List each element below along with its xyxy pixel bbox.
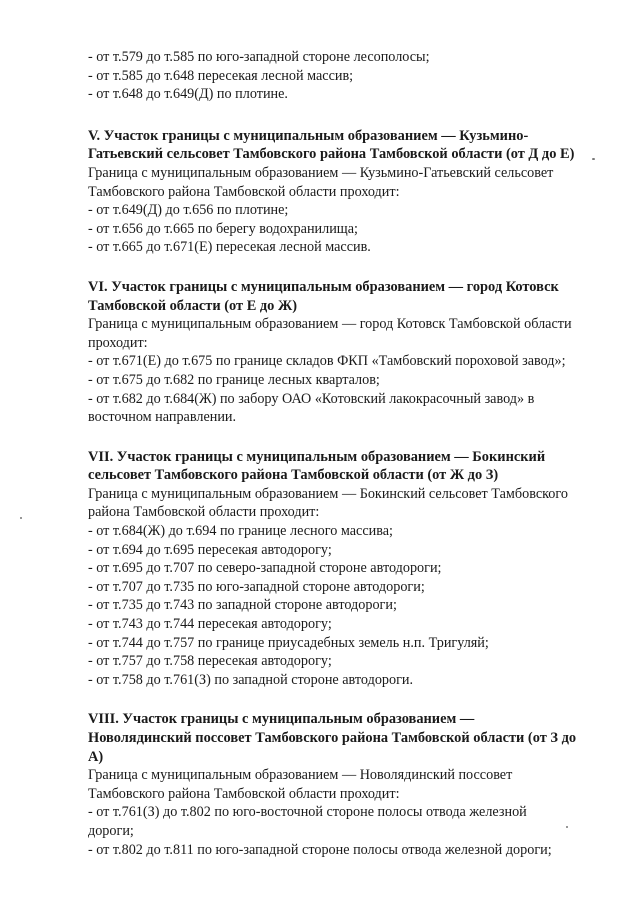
section-heading-line: VIII. Участок границы с муниципальным образованием — xyxy=(88,711,475,728)
list-item: - от т.694 до т.695 пересекая автодорогу; xyxy=(88,541,332,558)
section-heading-line: VII. Участок границы с муниципальным образованием — Бокинский xyxy=(88,448,546,465)
section-text-line: проходит: xyxy=(88,334,148,351)
scan-speck xyxy=(20,517,22,519)
list-item: - от т.656 до т.665 по берегу водохранилища; xyxy=(88,220,358,237)
section-heading-line: V. Участок границы с муниципальным образованием — Кузьмино- xyxy=(88,127,529,144)
section-heading-line: А) xyxy=(88,748,104,765)
intro-list xyxy=(88,48,610,104)
section-heading-line: Гатьевский сельсовет Тамбовского района Тамбовской области (от Д до Е) xyxy=(88,146,575,163)
list-item-continuation: восточном направлении. xyxy=(88,409,237,426)
section-heading-line: сельсовет Тамбовского района Тамбовской области (от Ж до З) xyxy=(88,467,499,484)
list-item: - от т.695 до т.707 по северо-западной стороне автодороги; xyxy=(88,560,442,577)
list-item: - от т.802 до т.811 по юго-западной стороне полосы отвода железной дороги; xyxy=(88,841,552,858)
document-page xyxy=(88,48,610,859)
list-item: - от т.648 до т.649(Д) по плотине. xyxy=(88,86,288,103)
list-item: - от т.761(З) до т.802 по юго-восточной стороне полосы отвода железной xyxy=(88,804,527,821)
section-heading-line: Тамбовской области (от Е до Ж) xyxy=(88,297,298,314)
section-vi xyxy=(88,278,610,427)
list-item: - от т.671(Е) до т.675 по границе складов ФКП «Тамбовский пороховой завод»; xyxy=(88,353,566,370)
section-text-line: Граница с муниципальным образованием — город Котовск Тамбовской области xyxy=(88,316,572,333)
section-vii xyxy=(88,448,610,690)
section-heading-line: Новолядинский поссовет Тамбовского района Тамбовской области (от З до xyxy=(88,730,577,746)
list-item: - от т.684(Ж) до т.694 по границе лесного массива; xyxy=(88,523,393,540)
list-item: - от т.757 до т.758 пересекая автодорогу; xyxy=(88,653,332,670)
scan-speck xyxy=(566,826,568,828)
list-item: - от т.649(Д) до т.656 по плотине; xyxy=(88,202,289,219)
section-text-line: Тамбовского района Тамбовской области проходит: xyxy=(88,785,400,802)
section-v xyxy=(88,127,610,257)
list-item: - от т.707 до т.735 по юго-западной стороне автодороги; xyxy=(88,578,425,595)
list-item-continuation: дороги; xyxy=(88,822,134,839)
list-item: - от т.665 до т.671(Е) пересекая лесной массив. xyxy=(88,239,371,256)
list-item: - от т.675 до т.682 по границе лесных кварталов; xyxy=(88,371,380,388)
section-text-line: Граница с муниципальным образованием — Новолядинский поссовет xyxy=(88,767,513,784)
list-item: - от т.682 до т.684(Ж) по забору ОАО «Котовский лакокрасочный завод» в xyxy=(88,390,535,407)
list-item: - от т.744 до т.757 по границе приусадебных земель н.п. Тригуляй; xyxy=(88,634,489,651)
list-item: - от т.585 до т.648 пересекая лесной массив; xyxy=(88,67,354,84)
list-item: - от т.758 до т.761(З) по западной стороне автодороги. xyxy=(88,671,414,688)
list-item: - от т.735 до т.743 по западной стороне автодороги; xyxy=(88,597,397,614)
section-text-line: района Тамбовской области проходит: xyxy=(88,504,320,521)
scan-speck xyxy=(592,158,595,160)
section-viii xyxy=(88,710,610,859)
section-heading-line: VI. Участок границы с муниципальным образованием — город Котовск xyxy=(88,278,559,295)
list-item: - от т.579 до т.585 по юго-западной стороне лесополосы; xyxy=(88,49,430,65)
section-text-line: Граница с муниципальным образованием — Бокинский сельсовет Тамбовского xyxy=(88,485,568,502)
section-text-line: Тамбовского района Тамбовской области проходит: xyxy=(88,183,400,200)
list-item: - от т.743 до т.744 пересекая автодорогу; xyxy=(88,616,332,633)
section-text-line: Граница с муниципальным образованием — Кузьмино-Гатьевский сельсовет xyxy=(88,164,554,181)
